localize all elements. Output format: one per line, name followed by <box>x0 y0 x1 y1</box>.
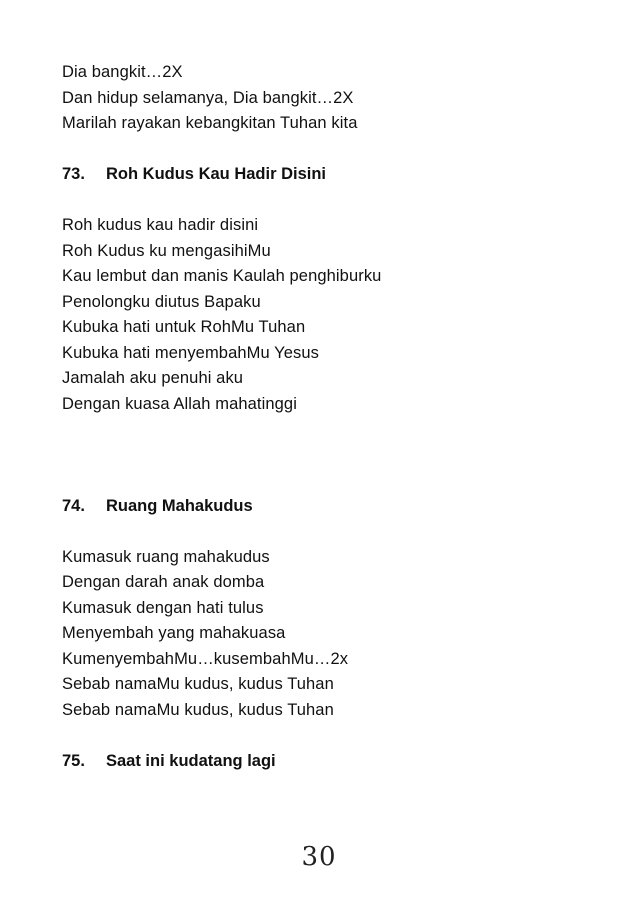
song-73 <box>62 162 602 417</box>
song-heading <box>62 494 602 520</box>
song-title: Saat ini kudatang lagi <box>106 751 276 770</box>
lyric-line: Roh Kudus ku mengasihiMu <box>62 241 271 260</box>
page-content <box>62 60 602 774</box>
song-number: 75. <box>62 751 85 770</box>
lyric-line: Kau lembut dan manis Kaulah penghiburku <box>62 267 382 285</box>
lyric-line: Kubuka hati untuk RohMu Tuhan <box>62 318 306 336</box>
lyric-line: Kubuka hati menyembahMu Yesus <box>62 343 319 362</box>
lyric-line: Penolongku diutus Bapaku <box>62 292 261 311</box>
lyric-line: Dia bangkit…2X <box>62 63 183 81</box>
song-74 <box>62 494 602 724</box>
lyric-line: Roh kudus kau hadir disini <box>62 216 259 234</box>
lyric-line: Jamalah aku penuhi aku <box>62 369 244 387</box>
lyric-line: Sebab namaMu kudus, kudus Tuhan <box>62 700 334 719</box>
lyric-line: Dengan darah anak domba <box>62 573 265 591</box>
page-number: 30 <box>301 842 337 872</box>
continuation-lyrics <box>62 60 602 137</box>
lyric-line: KumenyembahMu…kusembahMu…2x <box>62 649 349 668</box>
song-heading <box>62 162 602 188</box>
song-number: 73. <box>62 165 85 183</box>
lyric-line: Sebab namaMu kudus, kudus Tuhan <box>62 675 334 693</box>
song-title: Ruang Mahakudus <box>106 496 253 515</box>
song-heading <box>62 749 602 775</box>
lyric-line: Marilah rayakan kebangkitan Tuhan kita <box>62 114 358 132</box>
song-number: 74. <box>62 496 85 515</box>
song-title: Roh Kudus Kau Hadir Disini <box>106 165 327 183</box>
lyric-line: Kumasuk ruang mahakudus <box>62 547 270 566</box>
lyric-line: Dengan kuasa Allah mahatinggi <box>62 394 297 413</box>
lyric-line: Kumasuk dengan hati tulus <box>62 598 264 617</box>
song-75 <box>62 749 602 775</box>
lyric-line: Menyembah yang mahakuasa <box>62 624 286 642</box>
lyric-line: Dan hidup selamanya, Dia bangkit…2X <box>62 88 354 107</box>
